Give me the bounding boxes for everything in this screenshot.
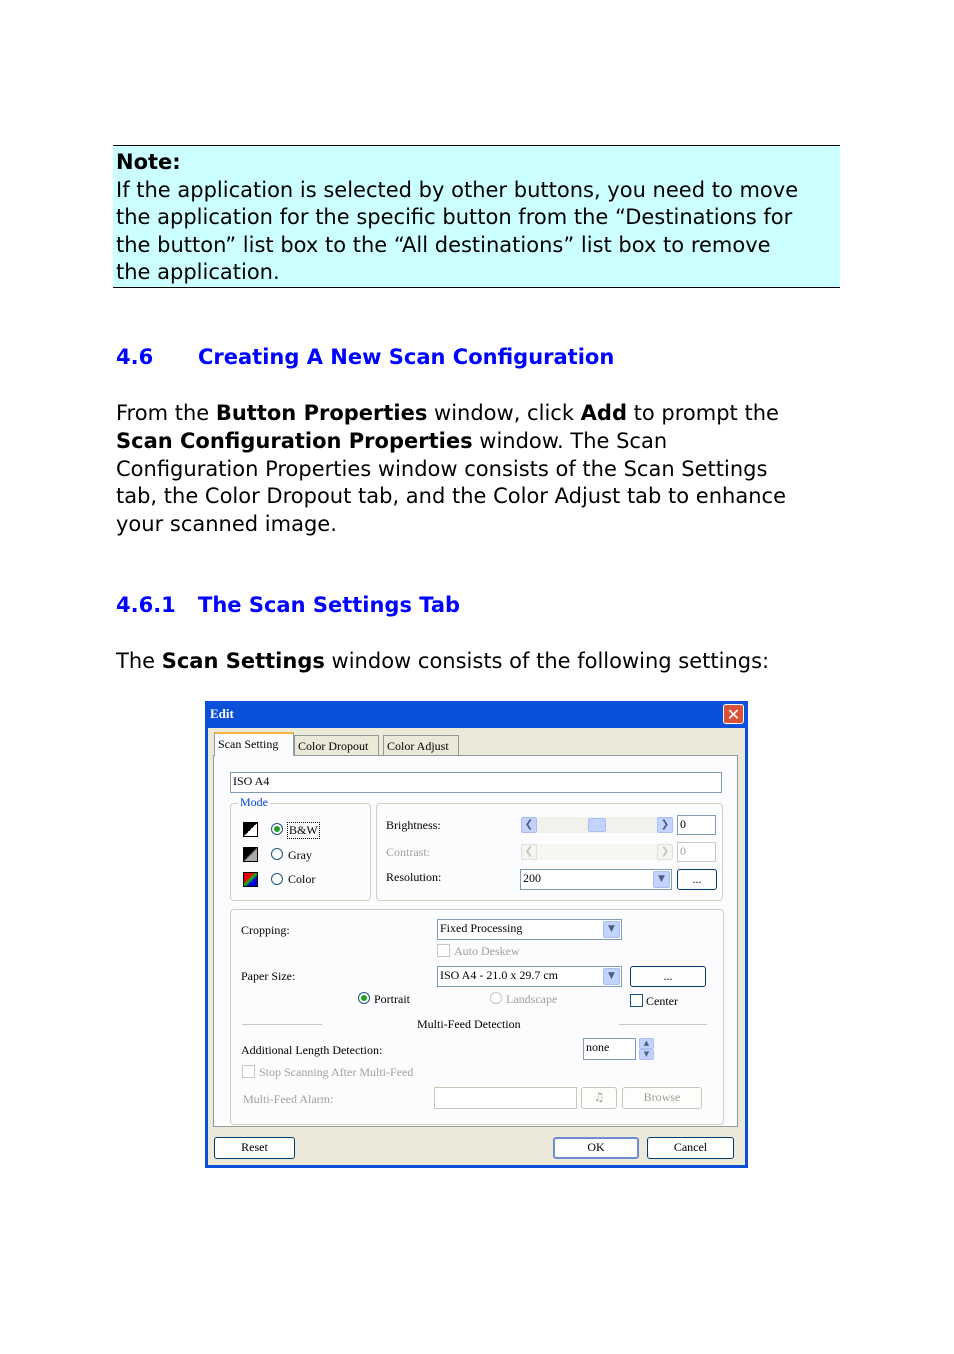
browse-button: Browse [622,1087,702,1109]
mode-bw-label[interactable]: B&W [289,823,318,837]
contrast-right-arrow-icon: ❯ [657,844,673,860]
spin-down-icon[interactable]: ▼ [639,1049,654,1060]
resolution-label: Resolution: [386,870,442,884]
chevron-down-icon[interactable]: ▼ [603,968,620,985]
brightness-slider-track[interactable] [537,817,657,833]
contrast-input: 0 [677,842,716,862]
resolution-value: 200 [523,871,541,885]
note-title: Note: [116,150,181,174]
text-run: window, click [427,401,581,425]
spin-up-icon[interactable]: ▲ [639,1038,654,1049]
landscape-radio [490,992,502,1004]
center-label[interactable]: Center [646,994,678,1008]
mode-color-radio[interactable] [271,873,283,885]
section-title: Creating A New Scan Configuration [198,345,615,369]
tab-color-dropout[interactable]: Color Dropout [294,735,379,755]
text-run: window consists of the following settings: [324,649,770,673]
multifeed-alarm-input [434,1087,577,1109]
chevron-down-icon[interactable]: ▼ [653,871,670,888]
bold-text: Button Properties [215,401,428,425]
multifeed-alarm-label: Multi-Feed Alarm: [243,1092,334,1106]
reset-button[interactable]: Reset [214,1137,295,1159]
brightness-left-arrow-icon[interactable]: ❮ [521,817,537,833]
section-number: 4.6 [116,345,154,369]
mode-bw-radio[interactable] [271,823,283,835]
tab-scan-setting[interactable]: Scan Setting [214,732,294,756]
note-line: the application. [116,260,280,284]
resolution-select[interactable] [520,869,672,890]
brightness-input[interactable]: 0 [677,815,716,835]
subsection-title: The Scan Settings Tab [198,593,461,617]
gray-icon [243,847,258,862]
cropping-value: Fixed Processing [440,921,523,935]
center-checkbox[interactable] [630,994,643,1007]
config-name-input[interactable]: ISO A4 [230,772,722,793]
text-line: Configuration Properties window consists of the Scan Settings [116,456,768,481]
landscape-label: Landscape [506,992,558,1006]
chevron-down-icon[interactable]: ▼ [603,921,620,938]
edit-dialog [205,701,748,1168]
additional-length-label: Additional Length Detection: [241,1043,383,1057]
scan-settings-paragraph [116,648,846,676]
dialog-body [208,728,745,1165]
text-run: to prompt the [626,401,779,425]
scan-setting-panel [213,755,738,1127]
divider [242,1024,322,1025]
brightness-slider-thumb[interactable] [588,818,606,832]
text-line: your scanned image. [116,512,337,537]
text-run: From the [116,401,216,425]
text-run: The [116,649,162,673]
dialog-title: Edit [210,706,234,721]
contrast-label: Contrast: [386,845,430,859]
mode-color-label[interactable]: Color [288,872,316,886]
brightness-label: Brightness: [386,818,441,832]
text-run: window. The Scan [472,428,668,453]
brightness-right-arrow-icon[interactable]: ❯ [657,817,673,833]
bold-text: Scan Settings [161,649,325,673]
cropping-label: Cropping: [241,923,290,937]
cropping-select[interactable] [437,919,622,940]
subsection-heading [116,593,460,617]
mode-legend: Mode [240,795,268,809]
note-line: If the application is selected by other buttons, you need to move [116,177,799,202]
portrait-radio[interactable] [358,992,370,1004]
color-icon [243,872,258,887]
intro-paragraph [116,400,846,539]
cancel-button[interactable]: Cancel [647,1137,734,1159]
ok-button[interactable]: OK [553,1137,639,1159]
note-line: the button” list box to the “All destinations” list box to remove [116,232,771,257]
sound-icon: ♫ [581,1087,617,1109]
tab-color-adjust[interactable]: Color Adjust [383,735,459,755]
mode-gray-label[interactable]: Gray [288,848,312,862]
paper-size-more-button[interactable]: ... [630,966,706,987]
contrast-left-arrow-icon: ❮ [521,844,537,860]
text-line: tab, the Color Dropout tab, and the Color Adjust tab to enhance [116,484,786,509]
paper-size-label: Paper Size: [241,969,296,983]
mode-gray-radio[interactable] [271,848,283,860]
close-icon[interactable]: ✕ [723,704,744,724]
bold-text: Add [580,401,627,425]
multifeed-header: Multi-Feed Detection [417,1017,521,1031]
resolution-more-button[interactable]: ... [677,869,717,890]
stop-scanning-checkbox [242,1065,255,1078]
portrait-label[interactable]: Portrait [374,992,410,1006]
note-box [113,145,840,288]
divider [619,1024,707,1025]
bw-icon [243,822,258,837]
paper-size-select[interactable] [437,966,622,987]
note-line: the application for the specific button from the “Destinations for [116,205,793,229]
section-heading [116,345,614,369]
auto-deskew-label: Auto Deskew [454,944,520,958]
contrast-slider-track [537,844,657,860]
subsection-number: 4.6.1 [116,593,176,617]
auto-deskew-checkbox [437,944,450,957]
additional-length-input[interactable]: none [583,1038,636,1060]
bold-text: Scan Configuration Properties [116,428,473,453]
stop-scanning-label: Stop Scanning After Multi-Feed [259,1065,414,1079]
paper-size-value: ISO A4 - 21.0 x 29.7 cm [440,968,558,982]
